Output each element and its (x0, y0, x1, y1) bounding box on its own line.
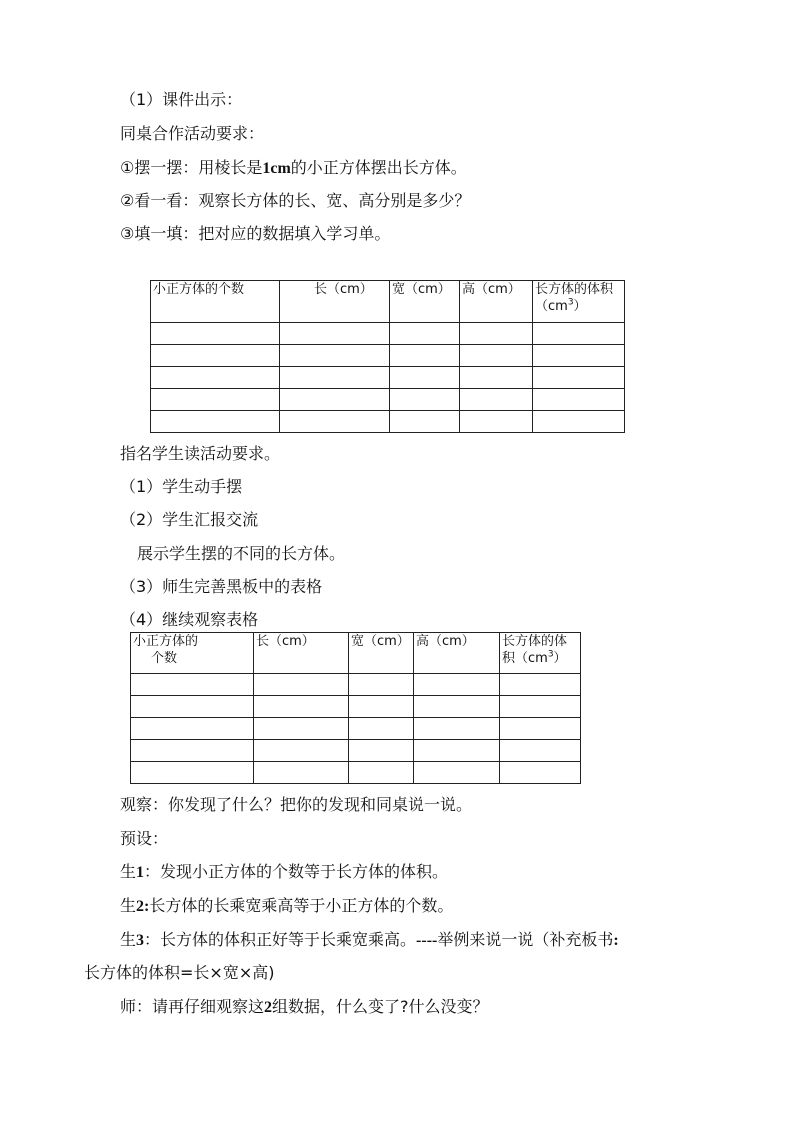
step-complete-table: （3）师生完善黑板中的表格 (120, 577, 323, 596)
table-row (151, 367, 625, 389)
table-row (131, 762, 581, 784)
worksheet-table-2 (130, 632, 581, 784)
header-height: 高（cm） (414, 633, 500, 674)
table-row (131, 696, 581, 718)
header-length: 长（cm） (280, 281, 390, 323)
header-width: 宽（cm） (390, 281, 460, 323)
read-requirements: 指名学生读活动要求。 (120, 444, 281, 463)
student-answer-3: 生3：长方体的体积正好等于长乘宽乘高。----举例来说一说（补充板书: (120, 930, 619, 949)
header-volume: 长方体的体积$(cm^3)$ (500, 633, 581, 674)
requirement-fill: ③填一填：把对应的数据填入学习单。 (120, 224, 391, 243)
header-length: 长（cm） (254, 633, 349, 674)
requirement-observe: ②看一看：观察长方体的长、宽、高分别是多少？ (120, 191, 471, 210)
step-hands-on: （1）学生动手摆 (120, 477, 243, 496)
table-row (131, 718, 581, 740)
show-cuboids: 展示学生摆的不同的长方体。 (137, 544, 346, 563)
step-continue-observe: （4）继续观察表格 (120, 610, 259, 629)
header-cube-count: 小正方体的个数 (151, 281, 280, 323)
requirement-arrange-unit: 1cm (262, 160, 291, 177)
step-report: （2）学生汇报交流 (120, 510, 259, 529)
teacher-question: 师：请再仔细观察这2组数据，什么变了?什么没变？ (120, 997, 489, 1016)
activity-requirements-title: 同桌合作活动要求： (120, 124, 265, 143)
header-height: 高（cm） (460, 281, 533, 323)
header-volume: 长方体的体积$(cm^3)$ (533, 281, 625, 323)
requirement-arrange (120, 158, 467, 179)
student-answer-2: 生2:长方体的长乘宽乘高等于小正方体的个数。 (120, 896, 454, 915)
requirement-arrange-text-b: 的小正方体摆出长方体。 (290, 158, 467, 177)
table-row (151, 389, 625, 411)
header-width: 宽（cm） (349, 633, 414, 674)
table-row (151, 411, 625, 433)
table-row (151, 323, 625, 345)
table-row (131, 674, 581, 696)
table-row (131, 740, 581, 762)
worksheet-table-1 (150, 280, 625, 433)
presets-title: 预设： (120, 829, 169, 848)
observe-question: 观察：你发现了什么？把你的发现和同桌说一说。 (120, 795, 473, 814)
student-answer-1: 生1：发现小正方体的个数等于长方体的体积。 (120, 862, 449, 881)
step-1-title: （1）课件出示： (120, 90, 243, 109)
table-header-row (151, 281, 625, 323)
table-header-row (131, 633, 581, 674)
header-cube-count: 小正方体的 个数 (131, 633, 254, 674)
requirement-arrange-text-a: ①摆一摆：用棱长是 (120, 158, 263, 177)
volume-formula: 长方体的体积=长×宽×高) (84, 963, 275, 982)
table-row (151, 345, 625, 367)
